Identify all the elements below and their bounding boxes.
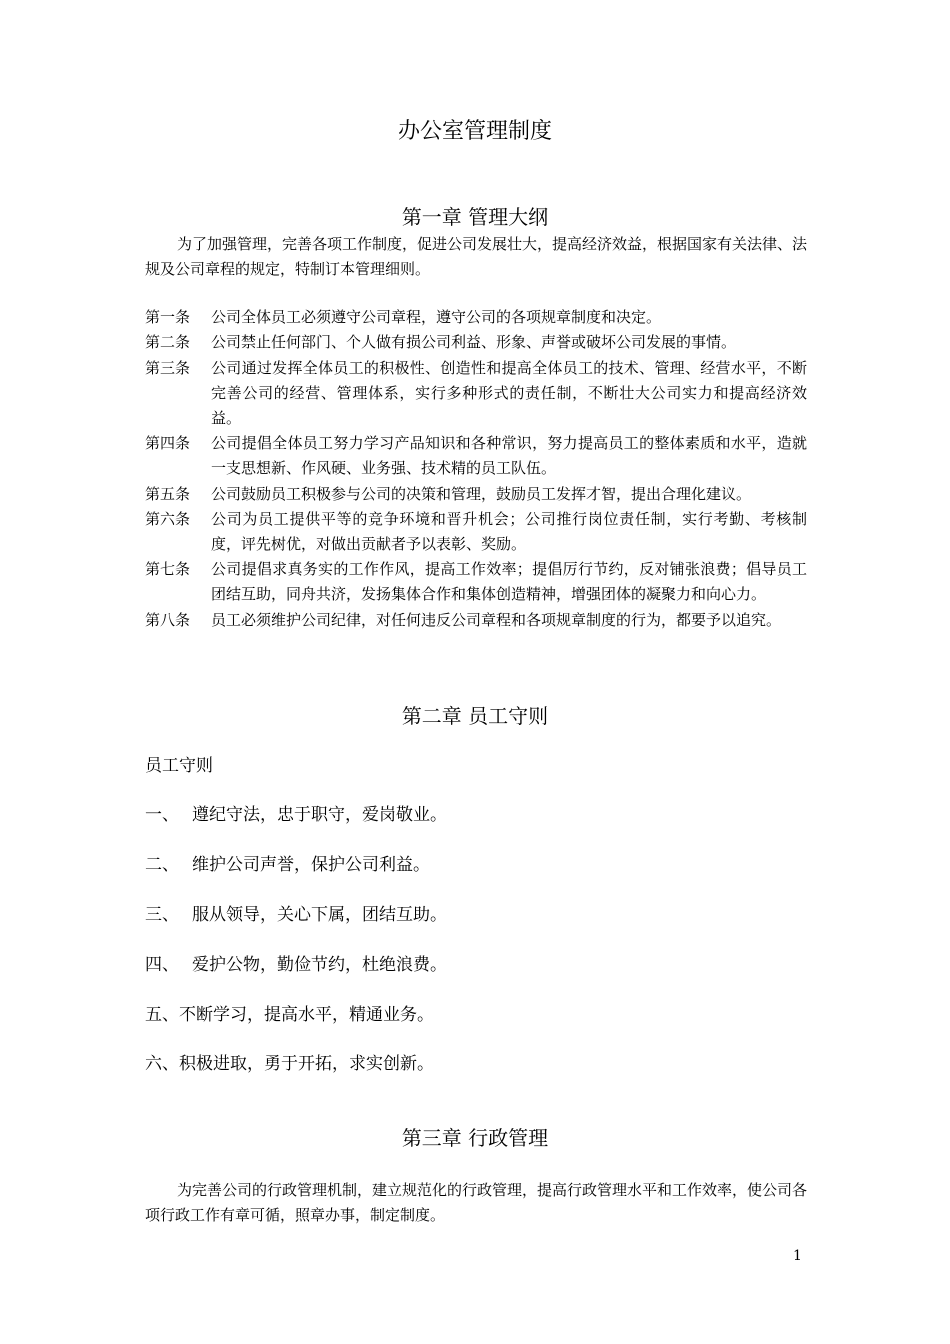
rule-text: 遵纪守法，忠于职守，爱岗敬业。 (192, 805, 447, 825)
rule-number: 五、 (145, 1005, 179, 1025)
article-text: 公司通过发挥全体员工的积极性、创造性和提高全体员工的技术、管理、经营水平，不断完善公司的经营、管理体系，实行多种形式的责任制，不断壮大公司实力和提高经济效益。 (211, 358, 807, 427)
rule-text: 维护公司声誉，保护公司利益。 (192, 855, 430, 875)
article-item (145, 507, 807, 557)
article-text: 公司提倡全体员工努力学习产品知识和各种常识，努力提高员工的整体素质和水平，造就一支思想新、作风硬、业务强、技术精的员工队伍。 (211, 434, 807, 478)
chapter-3-intro: 为完善公司的行政管理机制，建立规范化的行政管理，提高行政管理水平和工作效率，使公司各项行政工作有章可循，照章办事，制定制度。 (145, 1181, 808, 1224)
article-number: 第六条 (145, 509, 191, 528)
rule-item (145, 951, 447, 979)
rule-number: 三、 (145, 905, 179, 925)
rule-text: 服从领导，关心下属，团结互助。 (192, 905, 447, 925)
article-number: 第七条 (145, 560, 191, 579)
article-text: 公司全体员工必须遵守公司章程，遵守公司的各项规章制度和决定。 (211, 308, 662, 326)
article-item (145, 330, 807, 355)
article-text: 公司为员工提供平等的竞争环境和晋升机会；公司推行岗位责任制，实行考勤、考核制度，评先树优，对做出贡献者予以表彰、奖励。 (211, 509, 807, 553)
rule-item (145, 1001, 434, 1029)
article-number: 第四条 (145, 434, 191, 453)
article-text: 公司鼓励员工积极参与公司的决策和管理，鼓励员工发挥才智，提出合理化建议。 (211, 484, 752, 503)
page-number: 1 (793, 1248, 802, 1264)
article-text: 员工必须维护公司纪律，对任何违反公司章程和各项规章制度的行为，都要予以追究。 (211, 610, 782, 629)
rule-item (145, 1050, 434, 1078)
rule-item (145, 801, 447, 829)
article-text: 公司提倡求真务实的工作作风，提高工作效率；提倡厉行节约，反对铺张浪费；倡导员工团结互助，同舟共济，发扬集体合作和集体创造精神，增强团体的凝聚力和向心力。 (211, 560, 807, 604)
rule-number: 二、 (145, 855, 179, 875)
rule-text: 不断学习，提高水平，精通业务。 (179, 1005, 434, 1025)
article-number: 第二条 (145, 333, 191, 352)
article-number: 第八条 (145, 610, 191, 629)
article-number: 第三条 (145, 358, 191, 377)
rule-text: 爱护公物，勤俭节约，杜绝浪费。 (192, 955, 447, 975)
article-item (145, 557, 807, 607)
article-number: 第五条 (145, 484, 191, 503)
rule-item (145, 851, 430, 879)
chapter-1-title: 第一章 管理大纲 (401, 205, 549, 229)
rule-number: 一、 (145, 805, 179, 825)
rules-heading: 员工守则 (145, 756, 213, 776)
chapter-2-title: 第二章 员工守则 (401, 704, 549, 728)
article-item (145, 482, 807, 507)
rule-number: 四、 (145, 955, 179, 975)
rule-item (145, 901, 447, 929)
article-item (145, 305, 807, 330)
chapter-3-title: 第三章 行政管理 (401, 1126, 549, 1150)
article-item (145, 431, 807, 481)
chapter-1-articles (145, 305, 807, 633)
article-item (145, 608, 807, 633)
rule-number: 六、 (145, 1054, 179, 1074)
article-number: 第一条 (145, 308, 191, 326)
chapter-1-intro: 为了加强管理，完善各项工作制度，促进公司发展壮大，提高经济效益，根据国家有关法律、法规及公司章程的规定，特制订本管理细则。 (145, 235, 808, 278)
article-text: 公司禁止任何部门、个人做有损公司利益、形象、声誉或破坏公司发展的事情。 (211, 333, 737, 352)
article-item (145, 356, 807, 431)
rule-text: 积极进取，勇于开拓，求实创新。 (179, 1054, 434, 1074)
document-title: 办公室管理制度 (397, 119, 552, 144)
